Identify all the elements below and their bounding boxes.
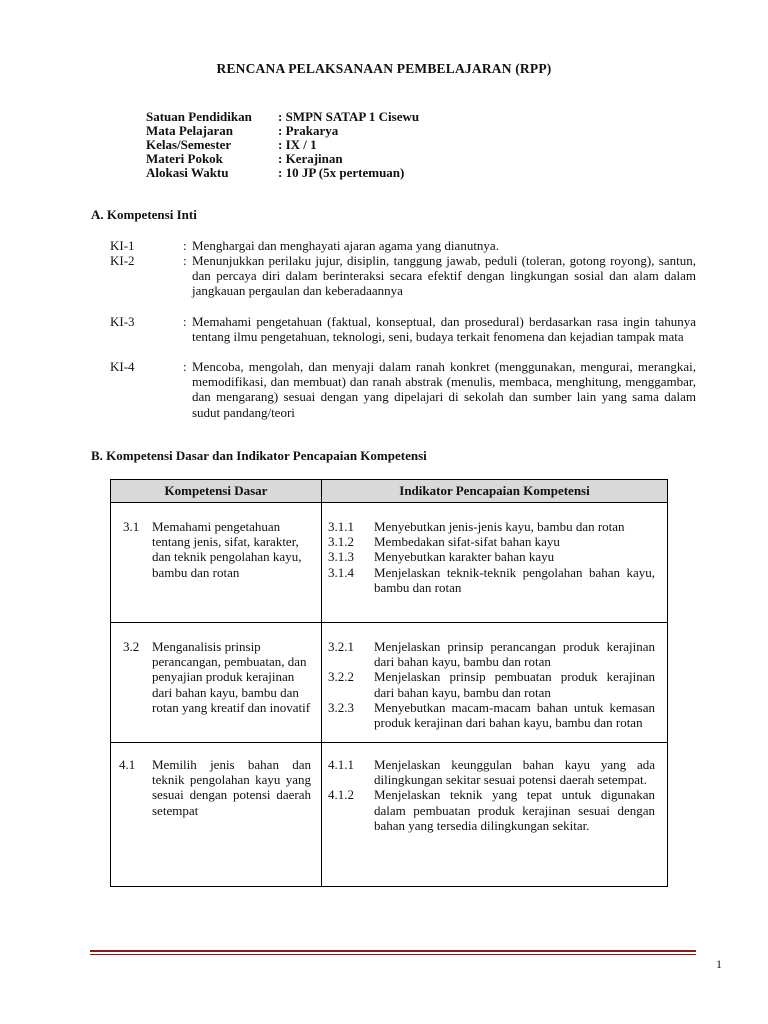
ki-colon: : [183,253,187,268]
identity-label: Mata Pelajaran [146,123,234,138]
indicator-item [328,534,655,549]
identity-row-school [146,110,419,124]
identity-label: Materi Pokok [146,151,223,166]
ki-text: Mencoba, mengolah, dan menyaji dalam ranah konkret (menggunakan, mengurai, merangkai, memodifikasi, dan membuat) dan ranah abstrak (menulis, membaca, menghitung, menggambar, dan mengarang) sesuai dengan yang dipelajari di sekolah dan sumber lain yang sama dalam sudut pandang/teori [192,359,696,420]
ki-code: KI-4 [110,359,135,374]
indicator-cell [322,503,668,623]
indicator-item [328,639,655,669]
kd-cell [111,743,322,887]
identity-row-class [146,138,419,152]
header-basic-competency: Kompetensi Dasar [111,480,322,503]
table-row [111,623,668,743]
kd-text: Memilih jenis bahan dan teknik pengolahan kayu yang sesuai dengan potensi daerah setempat [152,757,311,818]
section-a-heading: A. Kompetensi Inti [91,207,197,222]
identity-row-time [146,166,419,180]
indicator-text: Menjelaskan teknik yang tepat untuk digunakan dalam pembuatan produk kerajinan sesuai dengan bahan yang tersedia dilingkungan sekitar. [374,787,655,833]
section-b-heading: B. Kompetensi Dasar dan Indikator Pencapaian Kompetensi [91,448,427,463]
ki-colon: : [183,314,187,329]
kd-text: Menganalisis prinsip perancangan, pembuatan, dan penyajian produk kerajinan dari bahan kayu, bambu dan rotan yang kreatif dan inovatif [152,639,311,715]
indicator-list [322,503,667,603]
footer-rule-thin [90,954,696,955]
competency-table [110,479,668,887]
kd-number: 4.1 [119,757,136,772]
indicator-number: 3.1.3 [328,549,354,565]
indicator-text: Membedakan sifat-sifat bahan kayu [374,534,560,550]
kd-text: Memahami pengetahuan tentang jenis, sifat, karakter, dan teknik pengolahan kayu, bambu dan rotan [152,519,302,580]
indicator-list [322,743,667,841]
indicator-list [322,623,667,738]
ki-text: Menghargai dan menghayati ajaran agama yang dianutnya. [192,238,499,253]
indicator-number: 3.1.2 [328,534,354,550]
indicator-item [328,519,655,534]
indicator-number: 4.1.2 [328,787,354,803]
table-row [111,743,668,887]
indicator-text: Menjelaskan keunggulan bahan kayu yang ada dilingkungan sekitar sesuai potensi daerah setempat. [374,757,655,788]
kd-item [111,503,321,580]
ki-text: Menunjukkan perilaku jujur, disiplin, tanggung jawab, peduli (toleran, gotong royong), santun, dan percaya diri dalam berinteraksi secara efektif dengan lingkungan sosial dan alam dalam jangkauan pergaulan dan keberadaannya [192,253,696,299]
identity-label: Satuan Pendidikan [146,109,252,124]
identity-row-topic [146,152,419,166]
indicator-text: Menyebutkan karakter bahan kayu [374,549,555,565]
kd-number: 3.1 [123,519,140,534]
identity-value: : IX / 1 [278,137,317,152]
indicator-cell [322,743,668,887]
indicator-item [328,565,655,595]
document-title: RENCANA PELAKSANAAN PEMBELAJARAN (RPP) [216,61,552,76]
kd-cell [111,623,322,743]
indicator-cell [322,623,668,743]
indicator-text: Menjelaskan prinsip perancangan produk kerajinan dari bahan kayu, bambu dan rotan [374,639,655,670]
kd-cell [111,503,322,623]
indicator-item [328,757,655,787]
header-indicators: Indikator Pencapaian Kompetensi [322,480,668,503]
ki-text: Memahami pengetahuan (faktual, konseptual, dan prosedural) berdasarkan rasa ingin tahunya tentang ilmu pengetahuan, teknologi, seni, budaya terkait fenomena dan kejadian tampak mata [192,314,696,345]
indicator-number: 3.2.2 [328,669,354,685]
table-header-row [111,480,668,503]
ki-colon: : [183,359,187,374]
indicator-number: 3.2.3 [328,699,354,715]
identity-value: : SMPN SATAP 1 Cisewu [278,109,420,124]
ki-code: KI-2 [110,253,135,268]
identity-row-subject [146,124,419,138]
indicator-text: Menjelaskan teknik-teknik pengolahan bahan kayu, bambu dan rotan [374,564,655,595]
ki-colon: : [183,238,187,253]
identity-value: : 10 JP (5x pertemuan) [278,165,405,180]
indicator-item [328,700,655,730]
kd-item [111,743,321,818]
indicator-text: Menyebutkan macam-macam bahan untuk kemasan produk kerajinan dari bahan kayu, bambu dan rotan [374,699,655,731]
footer-rule [90,950,696,952]
kd-number: 3.2 [123,639,140,654]
identity-block [146,110,419,180]
table-row [111,503,668,623]
page-number: 1 [716,957,722,971]
indicator-text: Menjelaskan prinsip pembuatan produk kerajinan dari bahan kayu, bambu dan rotan [374,669,655,700]
indicator-number: 3.1.4 [328,564,354,580]
ki-code: KI-3 [110,314,135,329]
indicator-item [328,787,655,833]
indicator-number: 3.2.1 [328,639,354,654]
identity-value: : Prakarya [278,123,339,138]
indicator-number: 4.1.1 [328,757,354,772]
identity-label: Alokasi Waktu [146,165,229,180]
indicator-number: 3.1.1 [328,519,354,534]
indicator-item [328,669,655,699]
identity-label: Kelas/Semester [146,137,232,152]
indicator-text: Menyebutkan jenis-jenis kayu, bambu dan rotan [374,519,625,534]
identity-value: : Kerajinan [278,151,343,166]
ki-code: KI-1 [110,238,135,253]
kd-item [111,623,321,715]
indicator-item [328,549,655,564]
